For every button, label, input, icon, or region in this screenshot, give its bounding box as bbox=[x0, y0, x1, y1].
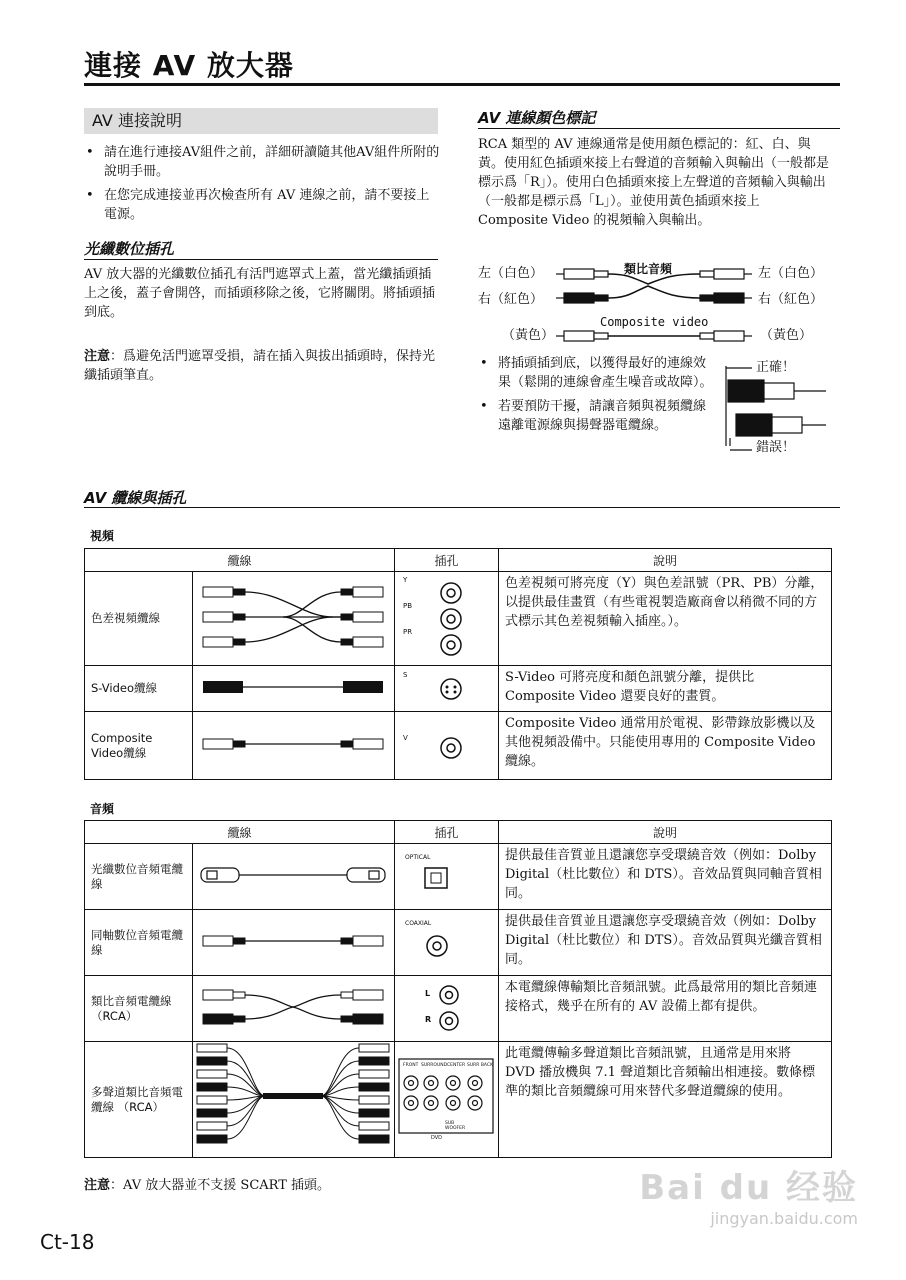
jack-label: S bbox=[403, 670, 408, 679]
col-jack-header: 插孔 bbox=[395, 549, 499, 572]
svideo-jack-icon bbox=[395, 669, 499, 709]
baidu-watermark bbox=[639, 1160, 858, 1228]
col-desc-header: 說明 bbox=[499, 549, 832, 572]
component-cable-picture bbox=[193, 572, 395, 666]
table-row bbox=[85, 666, 832, 712]
composite-jack bbox=[395, 712, 499, 780]
wrong-label: 錯誤！ bbox=[756, 440, 796, 455]
composite-cable-picture bbox=[193, 712, 395, 780]
plug-illustration-svg bbox=[722, 356, 842, 460]
rca-plug bbox=[197, 1057, 227, 1065]
rca-plug bbox=[197, 1044, 227, 1052]
table-row bbox=[85, 1042, 832, 1158]
cable-strand bbox=[321, 1048, 359, 1096]
footer-note-text: ：AV 放大器並不支援 SCART 插頭。 bbox=[110, 1178, 331, 1193]
rca-plug bbox=[359, 1070, 389, 1078]
cable-strand bbox=[321, 1096, 359, 1126]
analog-cable-svg bbox=[193, 977, 393, 1037]
rca-plug bbox=[197, 1070, 227, 1078]
connection-bullet: • 請在進行連接AV組件之前，詳細研讀隨其他AV組件所附的說明手冊。 bbox=[84, 143, 440, 181]
rca-plug bbox=[197, 1096, 227, 1104]
cable-strand bbox=[227, 1096, 265, 1126]
color-tips bbox=[478, 354, 714, 440]
rca-plug bbox=[359, 1044, 389, 1052]
diagram-right-red: 右（紅色） bbox=[478, 292, 544, 307]
jack-label: R bbox=[425, 1014, 432, 1024]
jack-label: DVD bbox=[431, 1134, 443, 1141]
cable-name: 光纖數位音頻電纜線 bbox=[85, 844, 193, 910]
page-title: 連接 AV 放大器 bbox=[84, 49, 294, 82]
cable-strand bbox=[321, 1096, 359, 1139]
title-rule bbox=[84, 83, 840, 86]
diagram-left-white: 左（白色） bbox=[478, 266, 544, 281]
rca-jack-icon bbox=[395, 726, 499, 766]
table-row bbox=[85, 572, 832, 666]
cable-desc: 本電纜線傳輸類比音頻訊號。此爲最常用的類比音頻連接格式，幾乎在所有的 AV 設備上都有提供。 bbox=[499, 976, 832, 1042]
page-number: Ct-18 bbox=[40, 1230, 95, 1254]
multichannel-cable-picture bbox=[193, 1042, 395, 1158]
cable-desc: S-Video 可將亮度和顏色訊號分離，提供比 Composite Video 還要良好的畫質。 bbox=[499, 666, 832, 712]
multichannel-jacks bbox=[395, 1042, 499, 1158]
optical-jack-icon bbox=[395, 854, 499, 900]
col-cable-header: 纜線 bbox=[85, 821, 395, 844]
rca-plug bbox=[359, 1135, 389, 1143]
col-cable-header: 纜線 bbox=[85, 549, 395, 572]
watermark-brand: Bai du 经验 bbox=[639, 1168, 858, 1208]
component-jacks bbox=[395, 572, 499, 666]
footer-note bbox=[84, 1176, 330, 1195]
cable-name: 類比音頻電纜線（RCA） bbox=[85, 976, 193, 1042]
table-row bbox=[85, 976, 832, 1042]
footer-note-label: 注意 bbox=[84, 1178, 111, 1193]
jack-label: FRONT bbox=[403, 1062, 419, 1068]
optical-heading-rule bbox=[84, 259, 438, 260]
svideo-cable-svg bbox=[193, 667, 393, 707]
audio-table-header bbox=[85, 821, 832, 844]
connection-bullets bbox=[84, 143, 440, 229]
jack-label: OPTICAL bbox=[405, 853, 431, 861]
rca-plug bbox=[197, 1109, 227, 1117]
rca-plug bbox=[359, 1083, 389, 1091]
cable-strand bbox=[227, 1096, 265, 1139]
jack-label: PB bbox=[403, 601, 413, 610]
cable-desc: Composite Video 通常用於電視、影帶錄放影機以及其他視頻設備中。只能使用專用的 Composite Video纜線。 bbox=[499, 712, 832, 780]
rca-plug bbox=[359, 1057, 389, 1065]
col-desc-header: 說明 bbox=[499, 821, 832, 844]
multichannel-cable-svg bbox=[193, 1042, 393, 1154]
optical-note-label: 注意 bbox=[84, 349, 111, 364]
jack-label: L bbox=[425, 988, 431, 998]
audio-table bbox=[84, 820, 832, 1158]
composite-cable-svg bbox=[193, 724, 393, 764]
color-coding-diagram bbox=[478, 258, 840, 350]
color-body: RCA 類型的 AV 連線通常是使用顏色標記的：紅、白、與黃。使用紅色插頭來接上右聲道的音頻輸入與輸出（一般都是標示爲「R」）。使用白色插頭來接上左聲道的音頻輸入與輸出（一般都是標示爲「L」）。並使用黃色插頭來接上 Composite Video 的視頻輸入與輸出。 bbox=[478, 137, 830, 228]
cable-name: 同軸數位音頻電纜線 bbox=[85, 910, 193, 976]
correct-label: 正確！ bbox=[756, 360, 796, 375]
video-table-header bbox=[85, 549, 832, 572]
diagram-cables-svg bbox=[478, 258, 840, 350]
video-label: 視頻 bbox=[90, 529, 115, 543]
jack-label: COAXIAL bbox=[405, 919, 432, 927]
diagram-yellow-left: （黃色） bbox=[502, 328, 555, 343]
cable-name: 多聲道類比音頻電纜線 （RCA） bbox=[85, 1042, 193, 1158]
jack-label: PR bbox=[403, 627, 413, 636]
jack-label: CENTER bbox=[447, 1062, 466, 1068]
connection-heading: AV 連接說明 bbox=[84, 108, 438, 134]
jack-label: SUB WOOFER bbox=[445, 1120, 466, 1131]
cables-heading-rule bbox=[84, 507, 840, 508]
analog-cable-picture bbox=[193, 976, 395, 1042]
analog-jacks bbox=[395, 976, 499, 1042]
rca-plug bbox=[359, 1109, 389, 1117]
optical-body: AV 放大器的光纖數位插孔有活門遮罩式上蓋，當光纖插頭插上之後，蓋子會開啓，而插頭移除之後，它將關閉。將插頭插到底。 bbox=[84, 267, 436, 320]
rca-jacks-icon bbox=[395, 574, 499, 664]
color-tip: • 將插頭插到底，以獲得最好的連線效果（鬆開的連線會產生噪音或故障）。 bbox=[478, 354, 714, 392]
jack-label: SURR BACK bbox=[467, 1062, 494, 1068]
optical-note-text: ：爲避免活門遮罩受損，請在插入與拔出插頭時，保持光纖插頭筆直。 bbox=[84, 349, 436, 383]
jack-label: SURROUND bbox=[421, 1062, 448, 1068]
cable-bundle bbox=[263, 1093, 323, 1099]
rca-plug bbox=[359, 1122, 389, 1130]
table-row bbox=[85, 712, 832, 780]
color-heading: AV 連線顏色標記 bbox=[478, 109, 596, 127]
rca-plug bbox=[359, 1096, 389, 1104]
diagram-composite-label: Composite video bbox=[600, 315, 709, 329]
cable-desc: 提供最佳音質並且還讓您享受環繞音效（例如：Dolby Digital（杜比數位）和 DTS）。音效品質與光纖音質相同。 bbox=[499, 910, 832, 976]
cable-name: Composite Video纜線 bbox=[85, 712, 193, 780]
color-heading-rule bbox=[478, 128, 840, 129]
cable-desc: 此電纜傳輸多聲道類比音頻訊號，且通常是用來將 DVD 播放機與 7.1 聲道類比音頻輸出相連接。數條標準的類比音頻纜線可用來替代多聲道纜線的使用。 bbox=[499, 1042, 832, 1158]
audio-label: 音頻 bbox=[90, 802, 115, 816]
coaxial-cable-picture bbox=[193, 910, 395, 976]
table-row bbox=[85, 844, 832, 910]
coaxial-jack-icon bbox=[395, 920, 499, 966]
video-table bbox=[84, 548, 832, 780]
optical-note bbox=[84, 347, 438, 385]
rca-plug bbox=[197, 1083, 227, 1091]
svideo-cable-picture bbox=[193, 666, 395, 712]
jack-label: V bbox=[403, 733, 408, 742]
optical-cable-svg bbox=[193, 855, 393, 895]
cable-name: S-Video纜線 bbox=[85, 666, 193, 712]
table-row bbox=[85, 910, 832, 976]
rca-plug bbox=[197, 1122, 227, 1130]
cable-desc: 色差視頻可將亮度（Y）與色差訊號（PR、PB）分離，以提供最佳畫質（有些電視製造廠商會以稍微不同的方式標示其色差視頻輸入插座。）。 bbox=[499, 572, 832, 666]
col-jack-header: 插孔 bbox=[395, 821, 499, 844]
watermark-url: jingyan.baidu.com bbox=[710, 1209, 858, 1228]
analog-jack-icons bbox=[395, 979, 499, 1039]
rca-plug bbox=[197, 1135, 227, 1143]
diagram-yellow-right: （黃色） bbox=[760, 328, 813, 343]
cable-desc: 提供最佳音質並且還讓您享受環繞音效（例如：Dolby Digital（杜比數位）和 DTS）。音效品質與同軸音質相同。 bbox=[499, 844, 832, 910]
multichannel-jack-icons bbox=[395, 1055, 499, 1145]
coaxial-jack bbox=[395, 910, 499, 976]
optical-cable-picture bbox=[193, 844, 395, 910]
optical-jack bbox=[395, 844, 499, 910]
diagram-left-white-r: 左（白色） bbox=[758, 266, 824, 281]
cable-strand bbox=[227, 1048, 265, 1096]
optical-heading: 光纖數位插孔 bbox=[84, 240, 175, 258]
plug-insertion-illustration bbox=[722, 356, 842, 460]
connection-bullet: • 在您完成連接並再次檢查所有 AV 連線之前，請不要接上電源。 bbox=[84, 186, 440, 224]
cable-name: 色差視頻纜線 bbox=[85, 572, 193, 666]
jack-label: Y bbox=[403, 575, 408, 584]
diagram-analog-label: 類比音頻 bbox=[624, 262, 673, 276]
color-tip: • 若要預防干擾，請讓音頻與視頻纜線遠離電源線與揚聲器電纜線。 bbox=[478, 397, 714, 435]
cables-heading: AV 纜線與插孔 bbox=[84, 489, 187, 507]
diagram-right-red-r: 右（紅色） bbox=[758, 292, 824, 307]
svideo-jack bbox=[395, 666, 499, 712]
coaxial-cable-svg bbox=[193, 921, 393, 961]
component-cable-svg bbox=[193, 572, 393, 662]
